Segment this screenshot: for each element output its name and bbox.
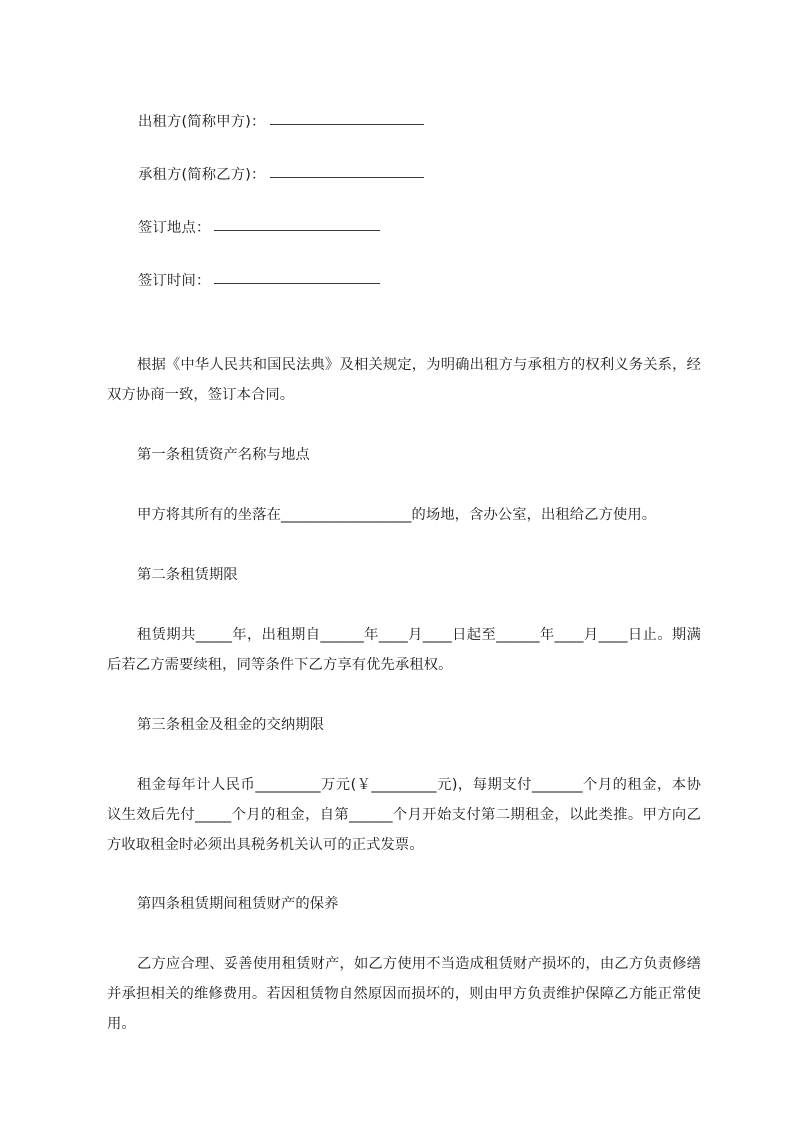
section-body-3: 租金每年计人民币_________万元(￥_________元)，每期支付_______个月的租金，本协议生效后先付_____个月的租金，自第______个月开始支付第二期租金，以此类推。甲方向乙方收取租金时必须出具税务机关认可的正式发票。 [107, 777, 701, 853]
section-body-1: 甲方将其所有的坐落在__________________的场地，含办公室，出租给乙方使用。 [137, 507, 657, 523]
field-label-lessee: 承租方(简称乙方)： [138, 167, 266, 183]
field-row-lessor [107, 112, 701, 165]
field-row-lessee [107, 165, 701, 218]
spacer [107, 680, 701, 710]
section-body-4: 乙方应合理、妥善使用租赁财产，如乙方使用不当造成租赁财产损坏的，由乙方负责修缮并承担相关的维修费用。若因租赁物自然原因而损坏的，则由甲方负责维护保障乙方能正常使用。 [107, 956, 701, 1032]
spacer [107, 919, 701, 949]
contract-header-fields [107, 112, 701, 324]
section-heading-2: 第二条租赁期限 [137, 567, 238, 583]
spacer [107, 590, 701, 620]
section-heading-3: 第三条租金及租金的交纳期限 [137, 717, 325, 733]
field-label-signing-date: 签订时间： [138, 273, 211, 289]
spacer [107, 470, 701, 500]
spacer [107, 530, 701, 560]
field-row-signing-date [107, 271, 701, 324]
section-body-2: 租赁期共_____年，出租期自______年____月____日起至______年____月____日止。期满后若乙方需要续租，同等条件下乙方享有优先承租权。 [107, 627, 701, 673]
spacer [107, 410, 701, 440]
field-label-signing-place: 签订地点： [138, 220, 211, 236]
field-blank-signing-place[interactable] [214, 217, 380, 231]
section-heading-1: 第一条租赁资产名称与地点 [137, 447, 310, 463]
intro-paragraph: 根据《中华人民共和国民法典》及相关规定，为明确出租方与承租方的权利义务关系，经双方协商一致，签订本合同。 [107, 357, 701, 403]
section-heading-4: 第四条租赁期间租赁财产的保养 [137, 896, 339, 912]
field-row-signing-place [107, 218, 701, 271]
field-blank-lessor[interactable] [270, 111, 424, 125]
field-label-lessor: 出租方(简称甲方)： [138, 114, 266, 130]
field-blank-lessee[interactable] [270, 164, 424, 178]
spacer [107, 324, 701, 350]
document-content [107, 112, 701, 1039]
spacer [107, 740, 701, 770]
spacer [107, 860, 701, 889]
field-blank-signing-date[interactable] [214, 270, 380, 284]
